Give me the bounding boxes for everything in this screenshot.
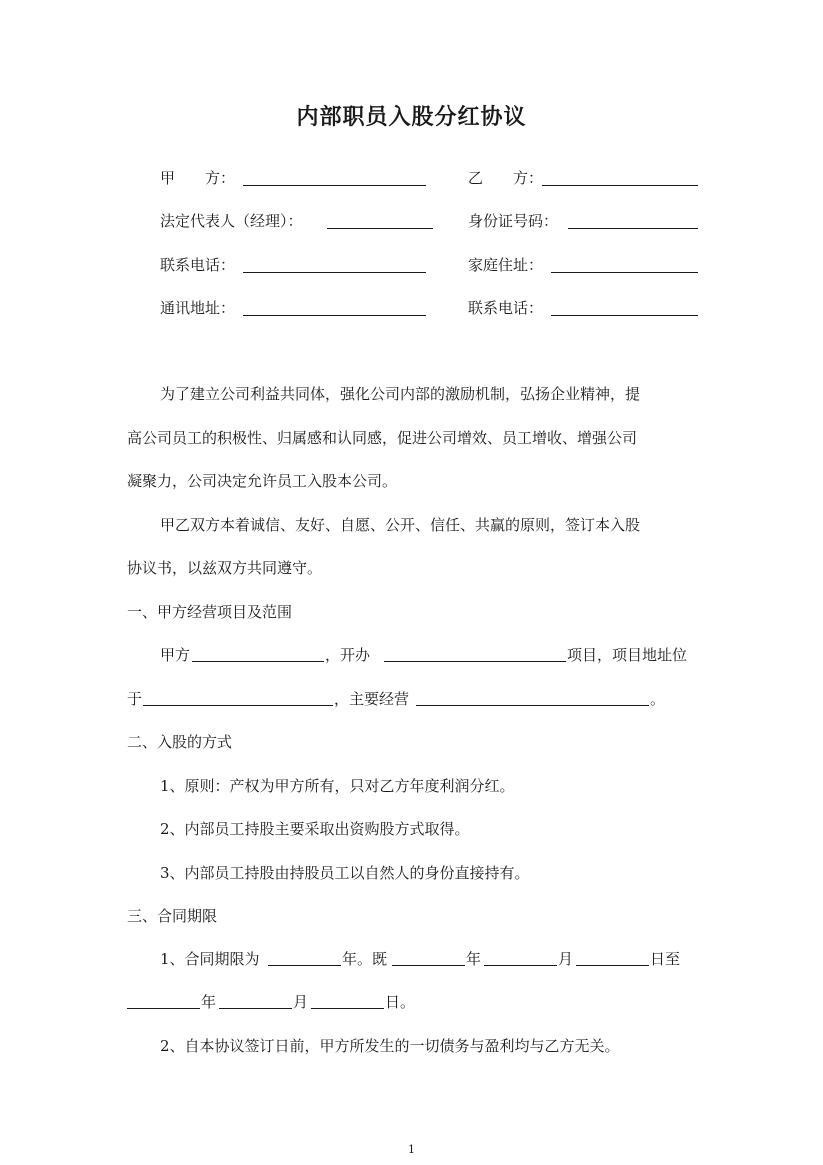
- section-3-text-e: 日至: [650, 950, 681, 968]
- party-a-label: 甲 方：: [160, 169, 236, 187]
- section-1-text-e: ，主要经营: [334, 690, 410, 708]
- id-number-label: 身份证号码：: [468, 212, 559, 230]
- section-3-text-a: 1、合同期限为: [160, 950, 260, 968]
- phone-a-label: 联系电话：: [160, 256, 236, 274]
- section-2-item-1: 1、原则：产权为甲方所有，只对乙方年度利润分红。: [160, 777, 515, 795]
- intro-line-4: 甲乙双方本着诚信、友好、自愿、公开、信任、共赢的原则，签订本入股: [160, 516, 641, 534]
- section-3-text-c: 年: [466, 950, 482, 968]
- section-1-text-b: ，开办: [325, 646, 371, 664]
- section-2-item-3: 3、内部员工持股由持股员工以自然人的身份直接持有。: [160, 864, 530, 882]
- section-3-blank-4: [576, 965, 649, 966]
- intro-line-3: 凝聚力，公司决定允许员工入股本公司。: [127, 472, 398, 490]
- section-1-blank-3: [143, 705, 333, 706]
- section-1-text-a: 甲方: [160, 646, 191, 664]
- section-1-heading: 一、甲方经营项目及范围: [127, 603, 293, 621]
- intro-line-1: 为了建立公司利益共同体，强化公司内部的激励机制，弘扬企业精神，提: [160, 385, 641, 403]
- party-b-label: 乙 方：: [468, 169, 544, 187]
- section-3-text-g: 月: [293, 993, 309, 1011]
- section-3-blank-5: [127, 1008, 200, 1009]
- section-3-text-h: 日。: [385, 993, 416, 1011]
- section-1-text-f: 。: [650, 690, 666, 708]
- intro-line-2: 高公司员工的积极性、归属感和认同感，促进公司增效、员工增收、增强公司: [127, 429, 638, 447]
- legal-rep-label: 法定代表人（经理）：: [160, 212, 303, 230]
- section-3-blank-3: [484, 965, 557, 966]
- section-3-item-2: 2、自本协议签订日前，甲方所发生的一切债务与盈利均与乙方无关。: [160, 1037, 620, 1055]
- id-number-blank: [568, 228, 698, 229]
- section-3-text-d: 月: [558, 950, 574, 968]
- mail-address-label: 通讯地址：: [160, 299, 236, 317]
- section-2-heading: 二、入股的方式: [127, 733, 233, 751]
- section-3-blank-1: [268, 965, 341, 966]
- party-a-blank: [243, 185, 426, 186]
- intro-line-5: 协议书，以兹双方共同遵守。: [127, 559, 323, 577]
- section-3-text-f: 年: [201, 993, 217, 1011]
- section-3-blank-6: [219, 1008, 292, 1009]
- page-number: 1: [408, 1143, 415, 1156]
- home-address-label: 家庭住址：: [468, 256, 544, 274]
- section-1-blank-4: [416, 705, 649, 706]
- section-1-blank-1: [192, 661, 324, 662]
- section-2-item-2: 2、内部员工持股主要采取出资购股方式取得。: [160, 820, 470, 838]
- section-3-text-b: 年。既: [342, 950, 388, 968]
- section-1-text-d: 于: [127, 690, 143, 708]
- section-3-blank-7: [311, 1008, 384, 1009]
- legal-rep-blank: [327, 228, 433, 229]
- home-address-blank: [551, 272, 698, 273]
- phone-b-label: 联系电话：: [468, 299, 544, 317]
- section-1-blank-2: [384, 661, 566, 662]
- document-title: 内部职员入股分红协议: [296, 105, 527, 130]
- section-3-blank-2: [392, 965, 465, 966]
- phone-b-blank: [551, 315, 698, 316]
- section-3-heading: 三、合同期限: [127, 907, 218, 925]
- party-b-blank: [542, 185, 698, 186]
- mail-address-blank: [243, 315, 426, 316]
- section-1-text-c: 项目，项目地址位: [567, 646, 688, 664]
- phone-a-blank: [243, 272, 426, 273]
